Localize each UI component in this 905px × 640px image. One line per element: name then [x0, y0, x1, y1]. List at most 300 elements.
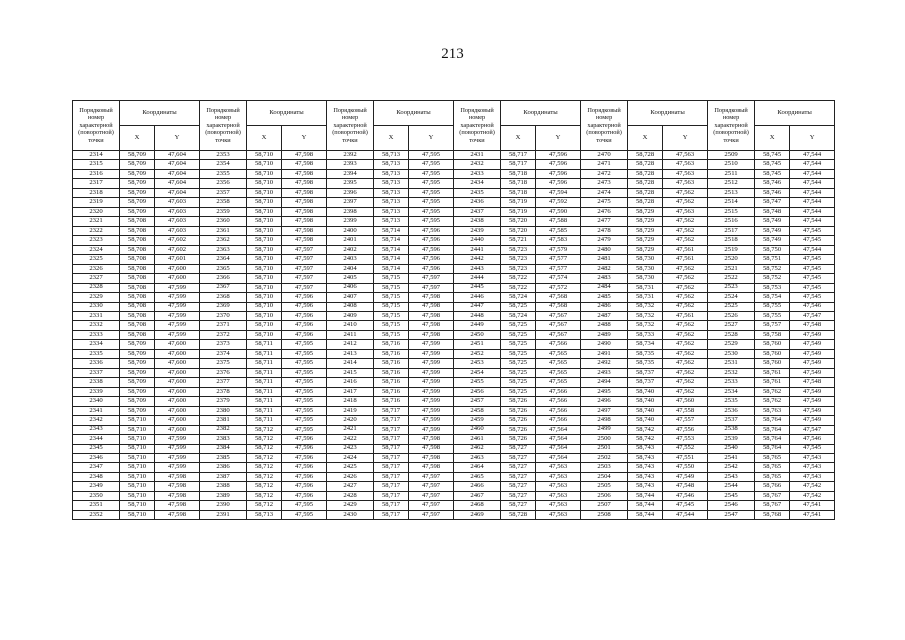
point-number-cell: 2496 [581, 397, 628, 406]
table-row [73, 179, 835, 188]
x-coordinate-cell: 58,742 [628, 435, 663, 444]
x-coordinate-cell: 58,710 [120, 435, 155, 444]
table-row [73, 274, 835, 283]
point-number-cell: 2527 [708, 321, 755, 330]
point-number-cell: 2343 [73, 425, 120, 434]
y-coordinate-cell: 47,545 [790, 283, 835, 292]
y-coordinate-cell: 47,562 [663, 274, 708, 283]
x-coordinate-cell: 58,728 [628, 151, 663, 160]
x-coordinate-cell: 58,710 [247, 274, 282, 283]
point-number-cell: 2334 [73, 340, 120, 349]
point-number-cell: 2536 [708, 406, 755, 415]
y-coordinate-cell: 47,595 [282, 378, 327, 387]
y-coordinate-cell: 47,599 [155, 283, 200, 292]
point-number-cell: 2406 [327, 283, 374, 292]
point-number-cell: 2431 [454, 151, 501, 160]
point-number-cell: 2365 [200, 264, 247, 273]
point-number-cell: 2469 [454, 510, 501, 519]
point-number-cell: 2319 [73, 198, 120, 207]
point-number-cell: 2354 [200, 160, 247, 169]
point-number-cell: 2432 [454, 160, 501, 169]
y-coordinate-cell: 47,596 [282, 311, 327, 320]
point-number-cell: 2441 [454, 245, 501, 254]
point-number-header: Порядковый номер характерной (поворотной) точки [327, 101, 374, 151]
y-coordinate-cell: 47,563 [663, 151, 708, 160]
y-coordinate-cell: 47,545 [790, 274, 835, 283]
x-coordinate-cell: 58,725 [501, 340, 536, 349]
x-coordinate-cell: 58,715 [374, 302, 409, 311]
x-coordinate-cell: 58,708 [120, 293, 155, 302]
y-coordinate-cell: 47,562 [663, 378, 708, 387]
point-number-cell: 2447 [454, 302, 501, 311]
y-coordinate-cell: 47,599 [409, 368, 454, 377]
x-coordinate-cell: 58,710 [247, 226, 282, 235]
x-coordinate-cell: 58,718 [501, 179, 536, 188]
y-coordinate-cell: 47,549 [790, 359, 835, 368]
point-number-cell: 2323 [73, 236, 120, 245]
x-coordinate-cell: 58,712 [247, 472, 282, 481]
x-coordinate-cell: 58,743 [628, 472, 663, 481]
point-number-cell: 2347 [73, 463, 120, 472]
point-number-cell: 2468 [454, 501, 501, 510]
x-coordinate-cell: 58,732 [628, 302, 663, 311]
point-number-cell: 2333 [73, 330, 120, 339]
y-coordinate-cell: 47,544 [790, 160, 835, 169]
point-number-cell: 2440 [454, 236, 501, 245]
point-number-cell: 2359 [200, 207, 247, 216]
table-row [73, 311, 835, 320]
x-coordinate-cell: 58,711 [247, 340, 282, 349]
x-coordinate-cell: 58,717 [374, 510, 409, 519]
point-number-cell: 2322 [73, 226, 120, 235]
table-row [73, 482, 835, 491]
table-row [73, 283, 835, 292]
x-coordinate-cell: 58,743 [628, 463, 663, 472]
point-number-cell: 2451 [454, 340, 501, 349]
y-coordinate-cell: 47,602 [155, 236, 200, 245]
y-coordinate-cell: 47,545 [790, 444, 835, 453]
x-coordinate-cell: 58,735 [628, 349, 663, 358]
point-number-cell: 2370 [200, 311, 247, 320]
y-coordinate-cell: 47,545 [790, 236, 835, 245]
y-coordinate-cell: 47,595 [282, 406, 327, 415]
point-number-cell: 2525 [708, 302, 755, 311]
x-coordinate-cell: 58,761 [755, 378, 790, 387]
x-coordinate-cell: 58,766 [755, 482, 790, 491]
y-coordinate-cell: 47,599 [155, 454, 200, 463]
point-number-cell: 2519 [708, 245, 755, 254]
y-coordinate-cell: 47,544 [790, 188, 835, 197]
y-coordinate-cell: 47,541 [790, 501, 835, 510]
y-coordinate-cell: 47,543 [790, 463, 835, 472]
y-coordinate-cell: 47,596 [282, 482, 327, 491]
x-coordinate-cell: 58,717 [374, 444, 409, 453]
y-coordinate-cell: 47,567 [536, 330, 581, 339]
x-coordinate-cell: 58,715 [374, 274, 409, 283]
point-number-cell: 2339 [73, 387, 120, 396]
y-coordinate-cell: 47,549 [790, 387, 835, 396]
y-coordinate-cell: 47,549 [790, 349, 835, 358]
x-coordinate-cell: 58,725 [501, 359, 536, 368]
y-coordinate-cell: 47,548 [663, 482, 708, 491]
y-coordinate-cell: 47,549 [790, 416, 835, 425]
point-number-header: Порядковый номер характерной (поворотной) точки [581, 101, 628, 151]
y-coordinate-cell: 47,598 [155, 510, 200, 519]
table-row [73, 245, 835, 254]
point-number-cell: 2448 [454, 311, 501, 320]
x-coordinate-cell: 58,708 [120, 264, 155, 273]
y-coordinate-cell: 47,595 [282, 387, 327, 396]
table-row [73, 397, 835, 406]
y-coordinate-cell: 47,598 [409, 302, 454, 311]
point-number-cell: 2444 [454, 274, 501, 283]
x-coordinate-cell: 58,711 [247, 406, 282, 415]
y-coordinate-cell: 47,595 [409, 160, 454, 169]
point-number-cell: 2345 [73, 444, 120, 453]
y-coordinate-cell: 47,564 [536, 435, 581, 444]
point-number-cell: 2443 [454, 264, 501, 273]
point-number-header: Порядковый номер характерной (поворотной) точки [200, 101, 247, 151]
y-coordinate-cell: 47,596 [282, 472, 327, 481]
x-coordinate-cell: 58,725 [501, 302, 536, 311]
x-coordinate-cell: 58,710 [247, 236, 282, 245]
y-coordinate-cell: 47,600 [155, 416, 200, 425]
x-coordinate-cell: 58,727 [501, 501, 536, 510]
x-coordinate-cell: 58,710 [247, 321, 282, 330]
point-number-cell: 2324 [73, 245, 120, 254]
y-coordinate-cell: 47,562 [663, 330, 708, 339]
y-coordinate-cell: 47,572 [536, 283, 581, 292]
x-coordinate-cell: 58,713 [374, 198, 409, 207]
point-number-cell: 2515 [708, 207, 755, 216]
x-coordinate-cell: 58,708 [120, 330, 155, 339]
point-number-cell: 2452 [454, 349, 501, 358]
point-number-cell: 2400 [327, 226, 374, 235]
point-number-cell: 2430 [327, 510, 374, 519]
x-coordinate-cell: 58,708 [120, 236, 155, 245]
y-coordinate-cell: 47,543 [790, 454, 835, 463]
x-coordinate-cell: 58,710 [247, 293, 282, 302]
x-coordinate-cell: 58,710 [120, 416, 155, 425]
x-coordinate-cell: 58,740 [628, 397, 663, 406]
x-coordinate-cell: 58,715 [374, 321, 409, 330]
point-number-cell: 2531 [708, 359, 755, 368]
x-coordinate-cell: 58,712 [247, 444, 282, 453]
y-coordinate-cell: 47,598 [282, 198, 327, 207]
y-header: Y [663, 126, 708, 151]
y-header: Y [282, 126, 327, 151]
y-coordinate-cell: 47,597 [282, 283, 327, 292]
y-coordinate-cell: 47,563 [663, 169, 708, 178]
x-coordinate-cell: 58,712 [247, 454, 282, 463]
x-header: X [120, 126, 155, 151]
point-number-cell: 2351 [73, 501, 120, 510]
x-coordinate-cell: 58,708 [120, 226, 155, 235]
y-coordinate-cell: 47,596 [282, 454, 327, 463]
y-coordinate-cell: 47,597 [409, 510, 454, 519]
coordinates-header: Координаты [120, 101, 200, 126]
y-coordinate-cell: 47,544 [790, 245, 835, 254]
x-coordinate-cell: 58,714 [374, 245, 409, 254]
point-number-cell: 2513 [708, 188, 755, 197]
x-coordinate-cell: 58,717 [374, 491, 409, 500]
x-coordinate-cell: 58,717 [374, 472, 409, 481]
table-row [73, 293, 835, 302]
y-coordinate-cell: 47,604 [155, 151, 200, 160]
x-coordinate-cell: 58,710 [120, 510, 155, 519]
x-coordinate-cell: 58,728 [501, 510, 536, 519]
table-row [73, 340, 835, 349]
y-coordinate-cell: 47,577 [536, 255, 581, 264]
point-number-cell: 2397 [327, 198, 374, 207]
point-number-cell: 2321 [73, 217, 120, 226]
x-coordinate-cell: 58,711 [247, 359, 282, 368]
y-coordinate-cell: 47,595 [282, 349, 327, 358]
point-number-cell: 2384 [200, 444, 247, 453]
x-coordinate-cell: 58,714 [374, 255, 409, 264]
x-coordinate-cell: 58,727 [501, 444, 536, 453]
y-coordinate-cell: 47,549 [663, 472, 708, 481]
y-coordinate-cell: 47,598 [282, 179, 327, 188]
table-row [73, 255, 835, 264]
point-number-cell: 2320 [73, 207, 120, 216]
x-coordinate-cell: 58,717 [374, 425, 409, 434]
y-coordinate-cell: 47,597 [409, 283, 454, 292]
y-coordinate-cell: 47,599 [155, 293, 200, 302]
point-number-cell: 2494 [581, 378, 628, 387]
y-coordinate-cell: 47,562 [663, 283, 708, 292]
y-coordinate-cell: 47,599 [155, 330, 200, 339]
point-number-cell: 2388 [200, 482, 247, 491]
point-number-cell: 2330 [73, 302, 120, 311]
x-coordinate-cell: 58,732 [628, 311, 663, 320]
point-number-cell: 2390 [200, 501, 247, 510]
point-number-cell: 2411 [327, 330, 374, 339]
y-coordinate-cell: 47,599 [409, 359, 454, 368]
point-number-cell: 2396 [327, 188, 374, 197]
x-coordinate-cell: 58,761 [755, 368, 790, 377]
y-coordinate-cell: 47,598 [155, 472, 200, 481]
y-coordinate-cell: 47,595 [282, 501, 327, 510]
y-coordinate-cell: 47,561 [663, 255, 708, 264]
point-number-cell: 2470 [581, 151, 628, 160]
point-number-cell: 2342 [73, 416, 120, 425]
point-number-cell: 2428 [327, 491, 374, 500]
x-coordinate-cell: 58,719 [501, 207, 536, 216]
table-row [73, 226, 835, 235]
table-row [73, 359, 835, 368]
y-coordinate-cell: 47,562 [663, 359, 708, 368]
y-coordinate-cell: 47,548 [790, 321, 835, 330]
point-number-cell: 2490 [581, 340, 628, 349]
point-number-cell: 2386 [200, 463, 247, 472]
y-coordinate-cell: 47,562 [663, 217, 708, 226]
x-coordinate-cell: 58,710 [120, 491, 155, 500]
x-coordinate-cell: 58,711 [247, 368, 282, 377]
x-coordinate-cell: 58,710 [120, 425, 155, 434]
point-number-cell: 2521 [708, 264, 755, 273]
y-coordinate-cell: 47,566 [536, 397, 581, 406]
point-number-cell: 2446 [454, 293, 501, 302]
point-number-cell: 2376 [200, 368, 247, 377]
y-coordinate-cell: 47,552 [663, 444, 708, 453]
x-coordinate-cell: 58,760 [755, 359, 790, 368]
table-row [73, 160, 835, 169]
y-coordinate-cell: 47,600 [155, 264, 200, 273]
point-number-cell: 2352 [73, 510, 120, 519]
y-coordinate-cell: 47,595 [282, 368, 327, 377]
point-number-cell: 2547 [708, 510, 755, 519]
point-number-cell: 2504 [581, 472, 628, 481]
x-coordinate-cell: 58,749 [755, 236, 790, 245]
x-header: X [628, 126, 663, 151]
x-coordinate-cell: 58,710 [247, 302, 282, 311]
x-coordinate-cell: 58,713 [374, 169, 409, 178]
y-coordinate-cell: 47,600 [155, 274, 200, 283]
y-coordinate-cell: 47,598 [409, 311, 454, 320]
y-coordinate-cell: 47,563 [663, 207, 708, 216]
y-coordinate-cell: 47,603 [155, 226, 200, 235]
point-number-cell: 2415 [327, 368, 374, 377]
y-coordinate-cell: 47,598 [282, 217, 327, 226]
y-coordinate-cell: 47,549 [790, 397, 835, 406]
y-coordinate-cell: 47,598 [409, 454, 454, 463]
x-coordinate-cell: 58,708 [120, 245, 155, 254]
point-number-cell: 2501 [581, 444, 628, 453]
y-coordinate-cell: 47,599 [155, 435, 200, 444]
y-coordinate-cell: 47,600 [155, 378, 200, 387]
table-row [73, 151, 835, 160]
point-number-cell: 2509 [708, 151, 755, 160]
x-coordinate-cell: 58,735 [628, 359, 663, 368]
y-coordinate-cell: 47,585 [536, 226, 581, 235]
point-number-cell: 2418 [327, 397, 374, 406]
point-number-cell: 2458 [454, 406, 501, 415]
x-coordinate-cell: 58,710 [120, 501, 155, 510]
point-number-cell: 2498 [581, 416, 628, 425]
point-number-cell: 2353 [200, 151, 247, 160]
x-coordinate-cell: 58,709 [120, 188, 155, 197]
x-coordinate-cell: 58,717 [374, 416, 409, 425]
x-coordinate-cell: 58,712 [247, 435, 282, 444]
point-number-cell: 2534 [708, 387, 755, 396]
point-number-cell: 2317 [73, 179, 120, 188]
point-number-cell: 2450 [454, 330, 501, 339]
y-coordinate-cell: 47,604 [155, 179, 200, 188]
x-coordinate-cell: 58,737 [628, 378, 663, 387]
y-coordinate-cell: 47,583 [536, 236, 581, 245]
point-number-cell: 2375 [200, 359, 247, 368]
point-number-cell: 2540 [708, 444, 755, 453]
x-coordinate-cell: 58,727 [501, 472, 536, 481]
x-coordinate-cell: 58,717 [374, 501, 409, 510]
y-coordinate-cell: 47,566 [536, 416, 581, 425]
y-coordinate-cell: 47,545 [790, 226, 835, 235]
point-number-cell: 2331 [73, 311, 120, 320]
x-coordinate-cell: 58,745 [755, 151, 790, 160]
x-coordinate-cell: 58,731 [628, 283, 663, 292]
coordinates-header: Координаты [374, 101, 454, 126]
table-row [73, 416, 835, 425]
y-coordinate-cell: 47,562 [663, 264, 708, 273]
x-coordinate-cell: 58,714 [374, 264, 409, 273]
y-coordinate-cell: 47,546 [790, 302, 835, 311]
y-coordinate-cell: 47,564 [536, 425, 581, 434]
x-coordinate-cell: 58,709 [120, 349, 155, 358]
y-coordinate-cell: 47,565 [536, 378, 581, 387]
point-number-cell: 2404 [327, 264, 374, 273]
y-coordinate-cell: 47,549 [790, 368, 835, 377]
point-number-cell: 2385 [200, 454, 247, 463]
x-coordinate-cell: 58,727 [501, 491, 536, 500]
y-coordinate-cell: 47,597 [282, 245, 327, 254]
x-coordinate-cell: 58,760 [755, 340, 790, 349]
y-coordinate-cell: 47,604 [155, 160, 200, 169]
table-row [73, 188, 835, 197]
point-number-cell: 2403 [327, 255, 374, 264]
point-number-cell: 2461 [454, 435, 501, 444]
y-coordinate-cell: 47,600 [155, 397, 200, 406]
table-row [73, 321, 835, 330]
x-coordinate-cell: 58,712 [247, 425, 282, 434]
x-coordinate-cell: 58,716 [374, 359, 409, 368]
point-number-cell: 2394 [327, 169, 374, 178]
x-coordinate-cell: 58,710 [247, 264, 282, 273]
y-coordinate-cell: 47,600 [155, 387, 200, 396]
x-coordinate-cell: 58,726 [501, 397, 536, 406]
point-number-cell: 2379 [200, 397, 247, 406]
x-coordinate-cell: 58,710 [247, 330, 282, 339]
y-coordinate-cell: 47,565 [536, 349, 581, 358]
point-number-cell: 2346 [73, 454, 120, 463]
point-number-cell: 2358 [200, 198, 247, 207]
y-coordinate-cell: 47,544 [790, 169, 835, 178]
y-coordinate-cell: 47,562 [663, 387, 708, 396]
x-coordinate-cell: 58,752 [755, 274, 790, 283]
point-number-cell: 2363 [200, 245, 247, 254]
x-coordinate-cell: 58,725 [501, 387, 536, 396]
point-number-cell: 2361 [200, 226, 247, 235]
point-number-cell: 2487 [581, 311, 628, 320]
x-coordinate-cell: 58,725 [501, 378, 536, 387]
y-coordinate-cell: 47,598 [155, 501, 200, 510]
y-coordinate-cell: 47,550 [663, 463, 708, 472]
point-number-cell: 2325 [73, 255, 120, 264]
x-coordinate-cell: 58,723 [501, 255, 536, 264]
y-coordinate-cell: 47,567 [536, 311, 581, 320]
point-number-cell: 2492 [581, 359, 628, 368]
point-number-cell: 2499 [581, 425, 628, 434]
point-number-cell: 2350 [73, 491, 120, 500]
point-number-cell: 2337 [73, 368, 120, 377]
y-coordinate-cell: 47,598 [282, 226, 327, 235]
point-number-cell: 2414 [327, 359, 374, 368]
x-coordinate-cell: 58,711 [247, 378, 282, 387]
y-coordinate-cell: 47,592 [536, 198, 581, 207]
point-number-cell: 2315 [73, 160, 120, 169]
x-coordinate-cell: 58,710 [247, 217, 282, 226]
table-row [73, 368, 835, 377]
x-coordinate-cell: 58,712 [247, 491, 282, 500]
y-coordinate-cell: 47,562 [663, 188, 708, 197]
table-row [73, 378, 835, 387]
point-number-cell: 2485 [581, 293, 628, 302]
x-coordinate-cell: 58,740 [628, 406, 663, 415]
point-number-cell: 2373 [200, 340, 247, 349]
point-number-cell: 2454 [454, 368, 501, 377]
table-row [73, 463, 835, 472]
y-coordinate-cell: 47,553 [663, 435, 708, 444]
